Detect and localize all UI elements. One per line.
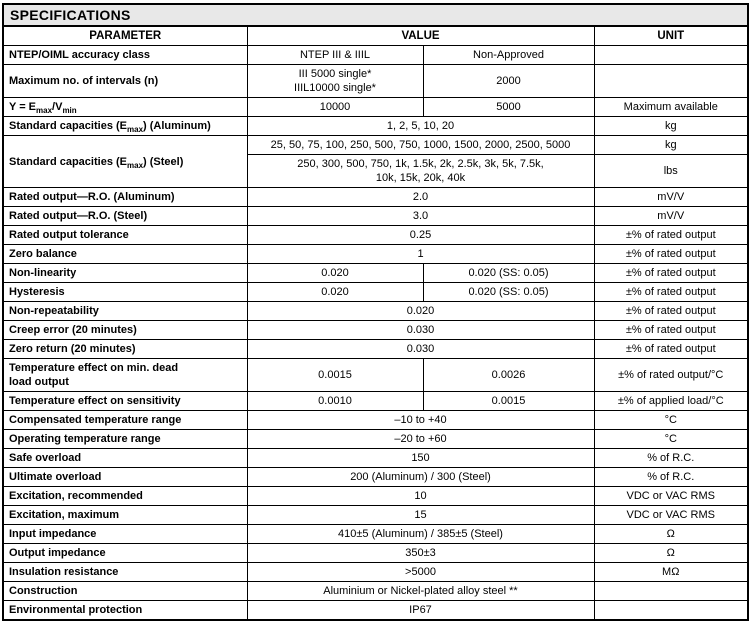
parameter-cell: NTEP/OIML accuracy class — [3, 46, 247, 65]
parameter-cell: Rated output—R.O. (Steel) — [3, 207, 247, 226]
unit-cell: kg — [594, 117, 748, 136]
unit-cell: Ω — [594, 544, 748, 563]
specifications-table — [2, 3, 749, 621]
unit-cell: ±% of rated output — [594, 264, 748, 283]
table-row — [3, 207, 748, 226]
unit-cell: VDC or VAC RMS — [594, 487, 748, 506]
value-cell: 0.030 — [247, 321, 594, 340]
unit-cell: ±% of rated output — [594, 340, 748, 359]
value-cell: 5000 — [423, 98, 594, 117]
unit-cell: MΩ — [594, 563, 748, 582]
parameter-cell: Environmental protection — [3, 601, 247, 621]
table-header-row — [3, 26, 748, 46]
value-cell: 350±3 — [247, 544, 594, 563]
table-row — [3, 188, 748, 207]
value-cell: 15 — [247, 506, 594, 525]
unit-cell: % of R.C. — [594, 468, 748, 487]
table-row — [3, 283, 748, 302]
value-cell: 1 — [247, 245, 594, 264]
unit-cell — [594, 582, 748, 601]
unit-cell — [594, 65, 748, 98]
parameter-cell: Operating temperature range — [3, 430, 247, 449]
table-row — [3, 340, 748, 359]
parameter-cell: Zero return (20 minutes) — [3, 340, 247, 359]
value-cell: 10 — [247, 487, 594, 506]
value-cell: Non-Approved — [423, 46, 594, 65]
value-cell: 3.0 — [247, 207, 594, 226]
unit-cell: ±% of rated output — [594, 283, 748, 302]
parameter-cell: Input impedance — [3, 525, 247, 544]
table-row — [3, 321, 748, 340]
unit-cell: ±% of rated output/°C — [594, 359, 748, 392]
table-row — [3, 563, 748, 582]
value-cell: 0.0015 — [423, 392, 594, 411]
table-row — [3, 525, 748, 544]
table-row — [3, 264, 748, 283]
unit-cell: ±% of rated output — [594, 245, 748, 264]
parameter-cell: Non-repeatability — [3, 302, 247, 321]
table-row — [3, 392, 748, 411]
value-cell: Aluminium or Nickel-plated alloy steel ** — [247, 582, 594, 601]
unit-cell — [594, 46, 748, 65]
value-cell: 1, 2, 5, 10, 20 — [247, 117, 594, 136]
table-row — [3, 65, 748, 98]
value-cell: 0.0010 — [247, 392, 423, 411]
value-cell: 0.030 — [247, 340, 594, 359]
parameter-cell: Output impedance — [3, 544, 247, 563]
value-cell: >5000 — [247, 563, 594, 582]
parameter-cell: Excitation, recommended — [3, 487, 247, 506]
value-cell: 2000 — [423, 65, 594, 98]
unit-cell: ±% of rated output — [594, 226, 748, 245]
unit-cell: % of R.C. — [594, 449, 748, 468]
parameter-cell: Standard capacities $(E_{max})$ (Steel) — [3, 136, 247, 188]
value-cell: –10 to +40 — [247, 411, 594, 430]
value-cell: 0.020 — [247, 264, 423, 283]
table-row — [3, 98, 748, 117]
table-row — [3, 506, 748, 525]
table-row — [3, 117, 748, 136]
table-row — [3, 359, 748, 392]
unit-cell: Ω — [594, 525, 748, 544]
parameter-cell: Standard capacities $(E_{max})$ (Aluminum) — [3, 117, 247, 136]
table-row — [3, 226, 748, 245]
parameter-cell: Rated output—R.O. (Aluminum) — [3, 188, 247, 207]
value-cell: NTEP III & IIIL — [247, 46, 423, 65]
table-row — [3, 245, 748, 264]
column-header-parameter: PARAMETER — [3, 26, 247, 46]
value-cell: 0.020 — [247, 283, 423, 302]
unit-cell: VDC or VAC RMS — [594, 506, 748, 525]
unit-cell: °C — [594, 411, 748, 430]
parameter-cell: Creep error (20 minutes) — [3, 321, 247, 340]
unit-cell: lbs — [594, 155, 748, 188]
value-cell: 0.020 — [247, 302, 594, 321]
value-cell: 25, 50, 75, 100, 250, 500, 750, 1000, 1500, 2000, 2500, 5000 — [247, 136, 594, 155]
value-cell: 200 (Aluminum) / 300 (Steel) — [247, 468, 594, 487]
parameter-cell: $Y = E_{max}/V_{min}$ — [3, 98, 247, 117]
value-cell: 10000 — [247, 98, 423, 117]
column-header-value: VALUE — [247, 26, 594, 46]
value-cell: IP67 — [247, 601, 594, 621]
table-row — [3, 468, 748, 487]
unit-cell: mV/V — [594, 188, 748, 207]
unit-cell: Maximum available — [594, 98, 748, 117]
value-cell: 250, 300, 500, 750, 1k, 1.5k, 2k, 2.5k, 3k, 5k, 7.5k, 10k, 15k, 20k, 40k — [247, 155, 594, 188]
table-body — [3, 46, 748, 621]
table-row — [3, 449, 748, 468]
unit-cell: ±% of rated output — [594, 321, 748, 340]
value-cell: III 5000 single* IIIL10000 single* — [247, 65, 423, 98]
parameter-cell: Safe overload — [3, 449, 247, 468]
value-cell: 2.0 — [247, 188, 594, 207]
table-title: SPECIFICATIONS — [3, 4, 748, 26]
table-title-row — [3, 4, 748, 26]
table-row — [3, 430, 748, 449]
value-cell: 0.020 (SS: 0.05) — [423, 264, 594, 283]
parameter-cell: Zero balance — [3, 245, 247, 264]
parameter-cell: Insulation resistance — [3, 563, 247, 582]
unit-cell: kg — [594, 136, 748, 155]
value-cell: 0.25 — [247, 226, 594, 245]
table-row — [3, 302, 748, 321]
table-row — [3, 46, 748, 65]
value-cell: 0.020 (SS: 0.05) — [423, 283, 594, 302]
parameter-cell: Excitation, maximum — [3, 506, 247, 525]
table-row — [3, 582, 748, 601]
parameter-cell: Construction — [3, 582, 247, 601]
parameter-cell: Temperature effect on min. dead load output — [3, 359, 247, 392]
parameter-cell: Non-linearity — [3, 264, 247, 283]
value-cell: 410±5 (Aluminum) / 385±5 (Steel) — [247, 525, 594, 544]
table-row — [3, 601, 748, 621]
parameter-cell: Maximum no. of intervals (n) — [3, 65, 247, 98]
table-row — [3, 136, 748, 155]
value-cell: 150 — [247, 449, 594, 468]
unit-cell: ±% of rated output — [594, 302, 748, 321]
parameter-cell: Rated output tolerance — [3, 226, 247, 245]
unit-cell: ±% of applied load/°C — [594, 392, 748, 411]
column-header-unit: UNIT — [594, 26, 748, 46]
table-row — [3, 544, 748, 563]
unit-cell — [594, 601, 748, 621]
unit-cell: mV/V — [594, 207, 748, 226]
parameter-cell: Temperature effect on sensitivity — [3, 392, 247, 411]
table-row — [3, 411, 748, 430]
parameter-cell: Compensated temperature range — [3, 411, 247, 430]
value-cell: 0.0026 — [423, 359, 594, 392]
unit-cell: °C — [594, 430, 748, 449]
parameter-cell: Ultimate overload — [3, 468, 247, 487]
value-cell: –20 to +60 — [247, 430, 594, 449]
table-row — [3, 487, 748, 506]
parameter-cell: Hysteresis — [3, 283, 247, 302]
value-cell: 0.0015 — [247, 359, 423, 392]
